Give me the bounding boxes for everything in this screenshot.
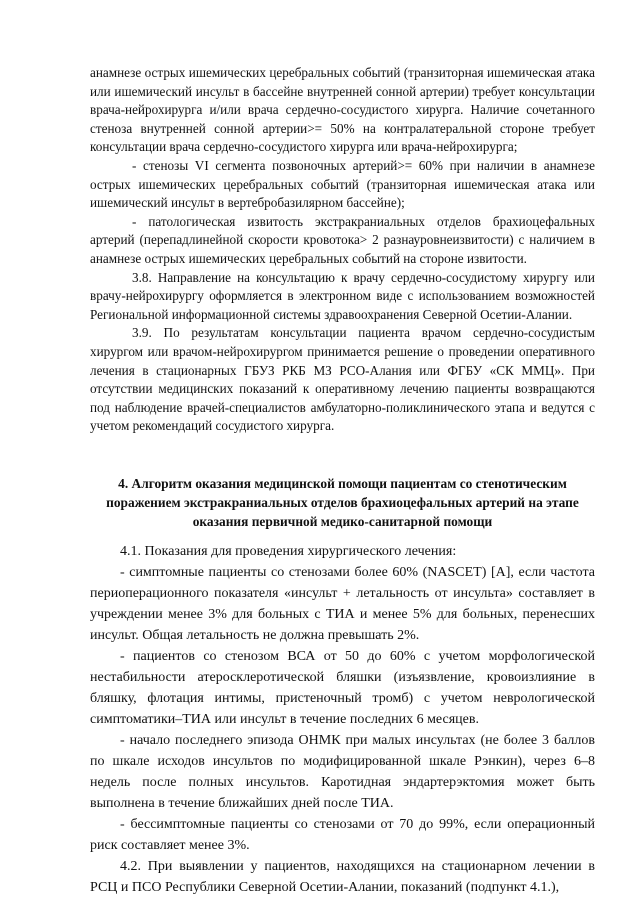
paragraph-stenosis-50-60: - пациентов со стенозом ВСА от 50 до 60% с учетом морфологической нестабильности атеросклеротической бляшки (изъязвление, кровоизлияние в бляшку, флотация интимы, пристеночный тромб) с учетом неврологической симптоматики–ТИА или инсульт в течение последних 6 месяцев. [90,648,595,727]
section-4-body [90,541,595,898]
paragraph-onset: - начало последнего эпизода ОНМК при малых инсультах (не более 3 баллов по шкале исходов инсультов по модифицированной шкале Рэнкин), через 6–8 недель после полных инсультов. Каротидная эндартерэктомия может быть выполнена в течение ближайших дней после ТИА. [90,732,595,811]
paragraph-symptomatic: - симптомные пациенты со стенозами более 60% (NASCET) [A], если частота периоперационного показателя «инсульт + летальность от инсульта» составляет в учреждении менее 3% для больных с ТИА и менее 5% для больных, перенесших инсульт. Общая летальность не должна превышать 2%. [90,564,595,643]
section-4-heading: 4. Алгоритм оказания медицинской помощи пациентам со стенотическим поражением экстракраниальных отделов брахиоцефальных артерий на этапе оказания первичной медико-санитарной помощи [106,475,579,529]
paragraph-tortuosity: - патологическая извитость экстракраниальных отделов брахиоцефальных артерий (перепадлинейной скорости кровотока> 2 разнауровнеизвитости) с наличием в анамнезе острых ишемических церебральных событий на стороне извитости. [90,213,595,266]
paragraph-vertebral-stenosis: - стенозы VI сегмента позвоночных артерий>= 60% при наличии в анамнезе острых ишемических церебральных событий (транзиторная ишемическая атака или ишемический инсульт в вертебробазилярном бассейне); [90,157,595,211]
paragraph-3-9: 3.9. По результатам консультации пациента врачом сердечно-сосудистым хирургом или врачом-нейрохирургом принимается решение о проведении оперативного лечения в стационарных ГБУЗ РКБ МЗ РСО-Алания или ФГБУ «СК ММЦ». При отсутствии медицинских показаний к оперативному лечению пациенты возвращаются под наблюдение врачей-специалистов амбулаторно-поликлинического этапа и ведутся с учетом рекомендаций сосудистого хирурга. [90,325,595,434]
paragraph-asymptomatic: - бессимптомные пациенты со стенозами от 70 до 99%, если операционный риск составляет менее 3%. [90,816,595,853]
paragraph-anamnesis: анамнезе острых ишемических церебральных событий (транзиторная ишемическая атака или ишемический инсульт в бассейне внутренней сонной артерии) требует консультации врача-нейрохирурга и/или врача сердечно-сосудистого хирурга. Наличие сочетанного стеноза внутренней сонной артерии>= 50% на контралатеральной стороне требует консультации врача сердечно-сосудистого хирурга или врача-нейрохирурга; [90,65,595,155]
paragraph-3-8: 3.8. Направление на консультацию к врачу сердечно-сосудистому хирургу или врачу-нейрохирургу оформляется в электронном виде с использованием возможностей Региональной информационной системы здравоохранения Северной Осетии-Алании. [90,269,595,322]
paragraph-4-2: 4.2. При выявлении у пациентов, находящихся на стационарном лечении в РСЦ и ПСО Республики Северной Осетии-Алании, показаний (подпункт 4.1.), [90,858,595,895]
document-page [90,64,595,898]
paragraph-4-1: 4.1. Показания для проведения хирургического лечения: [120,543,457,559]
